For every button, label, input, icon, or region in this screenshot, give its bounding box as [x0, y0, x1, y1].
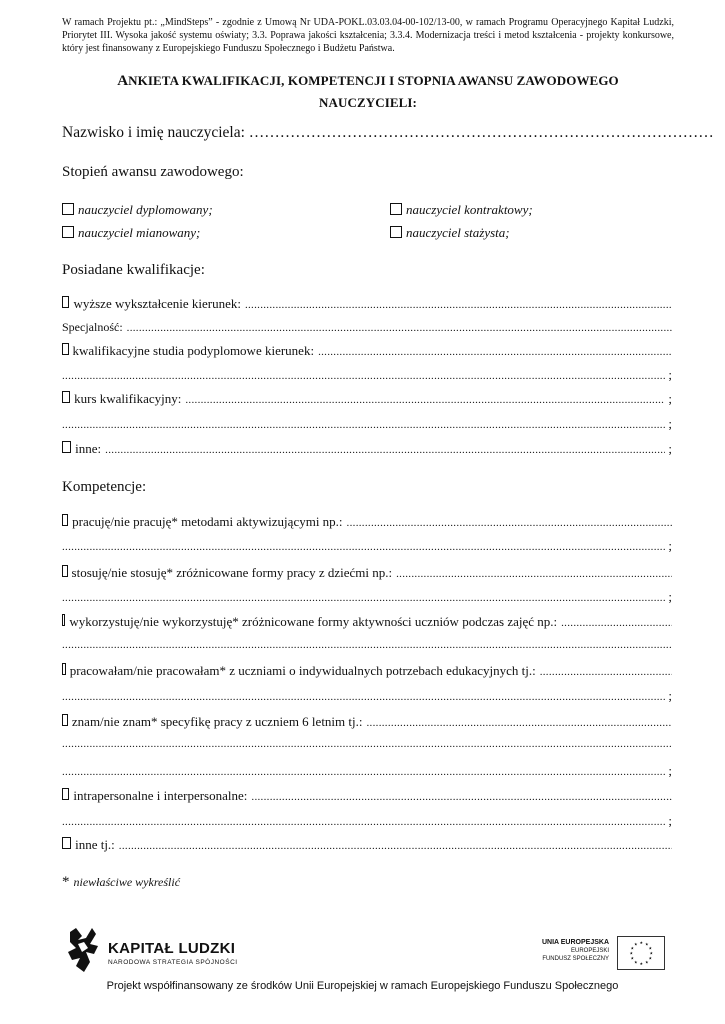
svg-text:★: ★: [629, 950, 634, 956]
title-line-2: NAUCZYCIELI:: [319, 95, 417, 110]
dotted-line[interactable]: [185, 394, 665, 406]
dotted-line[interactable]: [105, 444, 665, 456]
dotted-line[interactable]: [62, 370, 665, 382]
field-specjalnosc[interactable]: Specjalność: .....: [62, 320, 672, 337]
field-studia[interactable]: kwalifikacyjne studia podyplomowe kierunek: .....: [62, 343, 672, 360]
kapital-ludzki-logo: KAPITAŁ LUDZKI NARODOWA STRATEGIA SPÓJNOŚCI: [66, 926, 246, 974]
dotted-line[interactable]: [561, 617, 672, 629]
field-kurs[interactable]: kurs kwalifikacyjny: ..... ;: [62, 391, 672, 408]
dotted-line[interactable]: [367, 717, 673, 729]
dotted-line[interactable]: [62, 592, 665, 604]
field-aktywnosc-continued[interactable]: [62, 639, 672, 656]
field-specyfika-continued-2[interactable]: ..... ;: [62, 763, 672, 780]
stopien-heading: Stopień awansu zawodowego:: [62, 164, 244, 180]
option-kontraktowy[interactable]: nauczyciel kontraktowy;: [390, 202, 533, 218]
svg-text:★: ★: [648, 955, 653, 961]
field-formy[interactable]: stosuję/nie stosuję* zróżnicowane formy pracy z dziećmi np.: .....: [62, 565, 672, 582]
dotted-line[interactable]: [62, 639, 672, 651]
project-note: W ramach Projektu pt.: „MindSteps” - zgodnie z Umową Nr UDA-POKL.03.03.04-00-102/13-00, w ramach Programu Operacyjnego Kapitał Ludzki, Priorytet III. Wysoka jakość systemu oświaty; 3.3. Poprawa jakości kształcenia; 3.3.4. Modernizacja treści i metod kształcenia - projekty konkursowe, który jest finansowany z Europejskiego Funduszu Społecznego i Budżetu Państwa.: [62, 17, 674, 54]
field-wyzsze[interactable]: wyższe wykształcenie kierunek: .....: [62, 296, 672, 313]
dotted-line[interactable]: [245, 299, 672, 311]
teacher-name-field[interactable]: Nazwisko i imię nauczyciela: ………………………………………………………………………………: [62, 124, 714, 141]
field-specyfika[interactable]: znam/nie znam* specyfikę pracy z uczniem 6 letnim tj.: .....: [62, 714, 672, 731]
option-mianowany[interactable]: nauczyciel mianowany;: [62, 225, 200, 241]
dotted-line[interactable]: [62, 816, 665, 828]
field-kwal-inne[interactable]: inne: ..... ;: [62, 441, 672, 458]
svg-text:★: ★: [630, 945, 635, 951]
checkbox-icon[interactable]: [62, 226, 74, 238]
checkbox-icon[interactable]: [62, 296, 69, 308]
checkbox-icon[interactable]: [62, 714, 68, 726]
field-aktywnosc[interactable]: wykorzystuję/nie wykorzystuję* zróżnicowane formy aktywności uczniów podczas zajęć np.: .....: [62, 614, 672, 631]
field-studia-continued[interactable]: ..... ;: [62, 367, 672, 384]
kwalifikacje-heading: Posiadane kwalifikacje:: [62, 262, 205, 278]
footnote: * niewłaściwe wykreślić: [62, 874, 181, 890]
eu-logo: UNIA EUROPEJSKA EUROPEJSKI FUNDUSZ SPOŁECZNY ★ ★ ★ ★ ★ ★ ★ ★ ★ ★ ★ ★: [540, 936, 665, 972]
dotted-line[interactable]: [119, 840, 672, 852]
checkbox-icon[interactable]: [62, 343, 69, 355]
svg-text:★: ★: [645, 959, 649, 965]
dotted-line[interactable]: [62, 419, 665, 431]
checkbox-icon[interactable]: [62, 614, 65, 626]
checkbox-icon[interactable]: [62, 565, 68, 577]
checkbox-icon[interactable]: [62, 788, 69, 800]
title-line-1: NKIETA KWALIFIKACJI, KOMPETENCJI I STOPNIA AWANSU ZAWODOWEGO: [128, 73, 619, 88]
checkbox-icon[interactable]: [62, 663, 66, 675]
field-potrzeby-continued[interactable]: ..... ;: [62, 688, 672, 705]
svg-text:★: ★: [639, 961, 644, 966]
field-kurs-continued[interactable]: ..... ;: [62, 416, 672, 433]
checkbox-icon[interactable]: [390, 226, 402, 238]
dotted-line[interactable]: [62, 541, 665, 553]
field-intra[interactable]: intrapersonalne i interpersonalne: .....: [62, 788, 672, 805]
dotted-line[interactable]: [318, 346, 672, 358]
kompetencje-heading: Kompetencje:: [62, 479, 147, 495]
svg-text:★: ★: [634, 959, 638, 965]
svg-text:★: ★: [648, 945, 653, 951]
checkbox-icon[interactable]: [62, 203, 74, 215]
dotted-line[interactable]: [347, 517, 672, 529]
dotted-line[interactable]: [62, 691, 665, 703]
cofinancing-note: Projekt współfinansowany ze środków Unii Europejskiej w ramach Europejskiego Funduszu Społecznego: [106, 980, 619, 992]
title-initial: A: [117, 73, 129, 89]
kapital-ludzki-emblem-icon: [66, 926, 104, 974]
svg-text:★: ★: [645, 941, 649, 947]
svg-text:★: ★: [649, 950, 654, 956]
checkbox-icon[interactable]: [62, 837, 71, 849]
checkbox-icon[interactable]: [62, 391, 70, 403]
dotted-line[interactable]: [62, 766, 665, 778]
svg-text:★: ★: [639, 940, 644, 945]
form-title: [62, 70, 674, 114]
field-formy-continued[interactable]: ..... ;: [62, 589, 672, 606]
field-specyfika-continued-1[interactable]: [62, 738, 672, 755]
dotted-line[interactable]: [251, 791, 672, 803]
eu-flag-icon: [617, 936, 665, 970]
field-potrzeby[interactable]: pracowałam/nie pracowałam* z uczniami o indywidualnych potrzebach edukacyjnych tj.: .....: [62, 663, 672, 680]
checkbox-icon[interactable]: [62, 514, 68, 526]
dotted-line[interactable]: [127, 322, 672, 334]
svg-text:★: ★: [634, 941, 638, 947]
dotted-line[interactable]: [62, 738, 672, 750]
dotted-line[interactable]: [396, 568, 672, 580]
field-intra-continued[interactable]: ..... ;: [62, 813, 672, 830]
svg-text:★: ★: [630, 955, 635, 961]
checkbox-icon[interactable]: [62, 441, 71, 453]
option-dyplomowany[interactable]: nauczyciel dyplomowany;: [62, 202, 213, 218]
field-komp-inne[interactable]: inne tj.: .....: [62, 837, 672, 854]
option-stazysta[interactable]: nauczyciel stażysta;: [390, 225, 510, 241]
field-metody[interactable]: pracuję/nie pracuję* metodami aktywizującymi np.: .....: [62, 514, 672, 531]
field-metody-continued[interactable]: ..... ;: [62, 538, 672, 555]
dotted-line[interactable]: [540, 666, 672, 678]
checkbox-icon[interactable]: [390, 203, 402, 215]
